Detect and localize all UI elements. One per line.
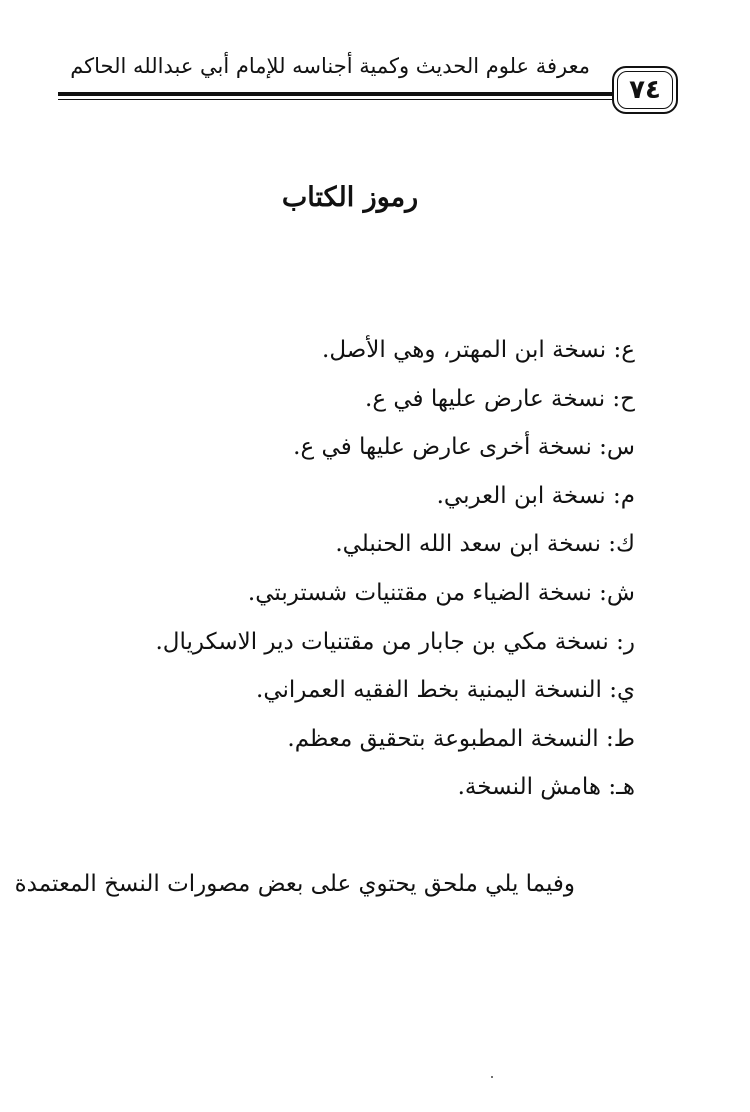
page-number-frame: [612, 66, 678, 114]
running-header-title: معرفة علوم الحديث وكمية أجناسه للإمام أبي عبدالله الحاكم: [70, 54, 590, 78]
manuscript-sigla-list: [140, 326, 635, 812]
sigla-item: س: نسخة أخرى عارض عليها في ع.: [293, 434, 635, 461]
section-title: رموز الكتاب: [281, 182, 419, 213]
sigla-item: ط: النسخة المطبوعة بتحقيق معظم.: [287, 725, 635, 752]
sigla-item: ي: النسخة اليمنية بخط الفقيه العمراني.: [256, 677, 635, 704]
appendix-note: وفيما يلي ملحق يحتوي على بعض مصورات النسخ المعتمدة: [14, 871, 575, 897]
sigla-item: ح: نسخة عارض عليها في ع.: [365, 385, 635, 412]
sigla-item: م: نسخة ابن العربي.: [436, 482, 635, 509]
sigla-item: هـ: هامش النسخة.: [457, 774, 635, 801]
header-rule-thick: [58, 92, 614, 96]
header-rule-thin: [58, 99, 614, 100]
sigla-item: ر: نسخة مكي بن جابار من مقتنيات دير الاسكريال.: [155, 628, 635, 655]
sigla-item: ع: نسخة ابن المهتر، وهي الأصل.: [322, 337, 635, 363]
scan-speck: [491, 1076, 493, 1078]
sigla-item: ك: نسخة ابن سعد الله الحنبلي.: [335, 531, 635, 558]
page-number: ٧٤: [629, 75, 661, 105]
sigla-item: ش: نسخة الضياء من مقتنيات شستربتي.: [247, 579, 635, 606]
